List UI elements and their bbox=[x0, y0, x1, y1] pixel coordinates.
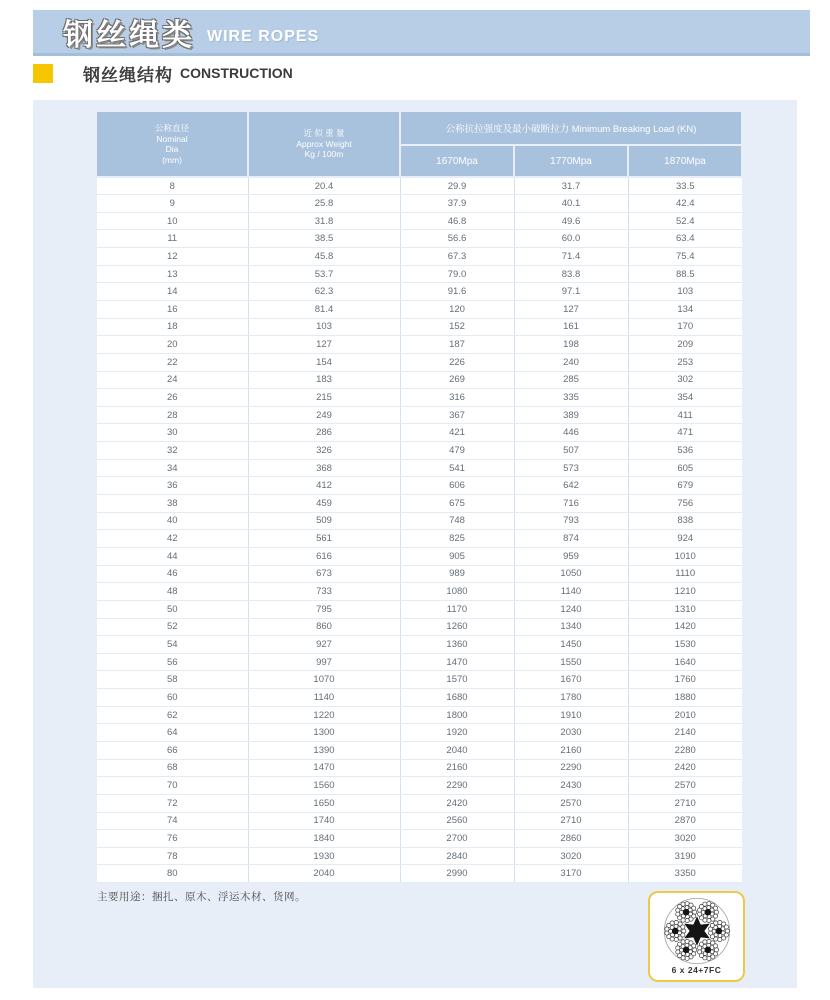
cell-mbl-1870: 2010 bbox=[628, 706, 742, 724]
cell-mbl-1770: 3170 bbox=[514, 865, 628, 883]
cell-mbl-1770: 573 bbox=[514, 459, 628, 477]
cell-mbl-1670: 541 bbox=[400, 459, 514, 477]
table-row bbox=[97, 424, 742, 442]
cell-diameter: 22 bbox=[97, 353, 248, 371]
page-title-en: WIRE ROPES bbox=[207, 27, 320, 45]
col-header-dia-en2: Dia bbox=[165, 144, 179, 154]
cell-diameter: 11 bbox=[97, 230, 248, 248]
cell-weight: 20.4 bbox=[248, 177, 400, 195]
cell-mbl-1870: 924 bbox=[628, 530, 742, 548]
cell-weight: 1650 bbox=[248, 794, 400, 812]
col-header-breaking-load: 公称抗拉强度及最小破断拉力 Minimum Breaking Load (KN) bbox=[400, 112, 742, 145]
cell-mbl-1670: 2700 bbox=[400, 830, 514, 848]
cell-mbl-1770: 2570 bbox=[514, 794, 628, 812]
col-header-weight-zh: 近 似 重 量 bbox=[303, 128, 345, 139]
cell-mbl-1770: 161 bbox=[514, 318, 628, 336]
cell-diameter: 20 bbox=[97, 336, 248, 354]
cell-mbl-1670: 1680 bbox=[400, 689, 514, 707]
cell-mbl-1870: 134 bbox=[628, 300, 742, 318]
cell-weight: 286 bbox=[248, 424, 400, 442]
table-row bbox=[97, 794, 742, 812]
cell-diameter: 54 bbox=[97, 636, 248, 654]
cell-mbl-1770: 31.7 bbox=[514, 177, 628, 195]
table-row bbox=[97, 389, 742, 407]
cell-weight: 249 bbox=[248, 406, 400, 424]
cell-mbl-1770: 1450 bbox=[514, 636, 628, 654]
col-header-dia-en1: Nominal bbox=[156, 133, 188, 144]
cell-diameter: 16 bbox=[97, 300, 248, 318]
cell-diameter: 28 bbox=[97, 406, 248, 424]
cell-mbl-1870: 2420 bbox=[628, 759, 742, 777]
table-row bbox=[97, 812, 742, 830]
cell-weight: 459 bbox=[248, 495, 400, 513]
section-header bbox=[33, 62, 293, 84]
cell-diameter: 78 bbox=[97, 847, 248, 865]
table-row bbox=[97, 459, 742, 477]
cell-mbl-1670: 675 bbox=[400, 495, 514, 513]
col-header-grade-1670: 1670Mpa bbox=[400, 145, 514, 177]
wire-rope-spec-table bbox=[97, 112, 743, 883]
cell-weight: 616 bbox=[248, 547, 400, 565]
cell-mbl-1670: 1800 bbox=[400, 706, 514, 724]
content-panel bbox=[33, 100, 797, 988]
table-body bbox=[97, 177, 742, 883]
table-row bbox=[97, 530, 742, 548]
cell-mbl-1670: 152 bbox=[400, 318, 514, 336]
cell-mbl-1670: 1470 bbox=[400, 653, 514, 671]
cell-mbl-1770: 1240 bbox=[514, 600, 628, 618]
cell-mbl-1870: 63.4 bbox=[628, 230, 742, 248]
cell-weight: 183 bbox=[248, 371, 400, 389]
table-row bbox=[97, 477, 742, 495]
cell-mbl-1870: 2280 bbox=[628, 742, 742, 760]
cell-weight: 1740 bbox=[248, 812, 400, 830]
cell-weight: 673 bbox=[248, 565, 400, 583]
page-header-banner bbox=[33, 10, 810, 56]
cell-mbl-1870: 1010 bbox=[628, 547, 742, 565]
cell-mbl-1870: 679 bbox=[628, 477, 742, 495]
col-header-approx-weight bbox=[248, 112, 400, 177]
table-row bbox=[97, 336, 742, 354]
cell-weight: 103 bbox=[248, 318, 400, 336]
cell-mbl-1670: 479 bbox=[400, 442, 514, 460]
cell-mbl-1670: 825 bbox=[400, 530, 514, 548]
table-row bbox=[97, 495, 742, 513]
cell-mbl-1870: 253 bbox=[628, 353, 742, 371]
cell-diameter: 68 bbox=[97, 759, 248, 777]
cell-mbl-1870: 1110 bbox=[628, 565, 742, 583]
cell-mbl-1670: 1360 bbox=[400, 636, 514, 654]
cell-weight: 154 bbox=[248, 353, 400, 371]
cell-weight: 38.5 bbox=[248, 230, 400, 248]
table-row bbox=[97, 353, 742, 371]
cell-mbl-1870: 1880 bbox=[628, 689, 742, 707]
cell-mbl-1770: 97.1 bbox=[514, 283, 628, 301]
cell-mbl-1670: 2290 bbox=[400, 777, 514, 795]
yellow-square-bullet-icon bbox=[33, 64, 53, 83]
cell-mbl-1670: 367 bbox=[400, 406, 514, 424]
cell-diameter: 46 bbox=[97, 565, 248, 583]
cell-mbl-1870: 838 bbox=[628, 512, 742, 530]
table-row bbox=[97, 759, 742, 777]
cell-diameter: 58 bbox=[97, 671, 248, 689]
cell-mbl-1770: 240 bbox=[514, 353, 628, 371]
cell-mbl-1670: 748 bbox=[400, 512, 514, 530]
cell-weight: 1070 bbox=[248, 671, 400, 689]
cell-mbl-1870: 170 bbox=[628, 318, 742, 336]
cell-mbl-1770: 1550 bbox=[514, 653, 628, 671]
cell-mbl-1870: 1420 bbox=[628, 618, 742, 636]
cell-mbl-1670: 1920 bbox=[400, 724, 514, 742]
cell-mbl-1670: 989 bbox=[400, 565, 514, 583]
cell-mbl-1770: 389 bbox=[514, 406, 628, 424]
cell-mbl-1870: 3350 bbox=[628, 865, 742, 883]
cell-mbl-1870: 471 bbox=[628, 424, 742, 442]
cell-mbl-1770: 60.0 bbox=[514, 230, 628, 248]
table-row bbox=[97, 830, 742, 848]
cell-mbl-1670: 56.6 bbox=[400, 230, 514, 248]
cell-mbl-1870: 536 bbox=[628, 442, 742, 460]
cell-mbl-1770: 2860 bbox=[514, 830, 628, 848]
cell-mbl-1770: 2030 bbox=[514, 724, 628, 742]
table-row bbox=[97, 442, 742, 460]
cell-weight: 733 bbox=[248, 583, 400, 601]
cell-mbl-1870: 88.5 bbox=[628, 265, 742, 283]
table-row bbox=[97, 671, 742, 689]
cell-mbl-1670: 29.9 bbox=[400, 177, 514, 195]
cell-mbl-1770: 2290 bbox=[514, 759, 628, 777]
cell-mbl-1770: 507 bbox=[514, 442, 628, 460]
col-header-weight-unit: Kg / 100m bbox=[304, 149, 344, 160]
cell-mbl-1870: 103 bbox=[628, 283, 742, 301]
cell-mbl-1670: 2840 bbox=[400, 847, 514, 865]
cell-mbl-1870: 42.4 bbox=[628, 195, 742, 213]
cell-diameter: 12 bbox=[97, 248, 248, 266]
cell-mbl-1670: 269 bbox=[400, 371, 514, 389]
table-row bbox=[97, 565, 742, 583]
cell-diameter: 66 bbox=[97, 742, 248, 760]
cell-weight: 62.3 bbox=[248, 283, 400, 301]
cell-mbl-1770: 1140 bbox=[514, 583, 628, 601]
table-row bbox=[97, 177, 742, 195]
cell-mbl-1870: 3020 bbox=[628, 830, 742, 848]
cell-diameter: 72 bbox=[97, 794, 248, 812]
cell-weight: 927 bbox=[248, 636, 400, 654]
cell-diameter: 13 bbox=[97, 265, 248, 283]
cell-weight: 326 bbox=[248, 442, 400, 460]
cell-weight: 997 bbox=[248, 653, 400, 671]
cell-weight: 45.8 bbox=[248, 248, 400, 266]
cell-mbl-1770: 1780 bbox=[514, 689, 628, 707]
cell-mbl-1670: 2160 bbox=[400, 759, 514, 777]
cell-diameter: 74 bbox=[97, 812, 248, 830]
cell-mbl-1770: 793 bbox=[514, 512, 628, 530]
table-row bbox=[97, 706, 742, 724]
cell-mbl-1670: 2420 bbox=[400, 794, 514, 812]
cell-mbl-1870: 756 bbox=[628, 495, 742, 513]
cell-diameter: 52 bbox=[97, 618, 248, 636]
cell-diameter: 14 bbox=[97, 283, 248, 301]
cell-weight: 1390 bbox=[248, 742, 400, 760]
cell-weight: 31.8 bbox=[248, 212, 400, 230]
cell-mbl-1670: 905 bbox=[400, 547, 514, 565]
cell-weight: 81.4 bbox=[248, 300, 400, 318]
table-row bbox=[97, 865, 742, 883]
cell-mbl-1770: 2710 bbox=[514, 812, 628, 830]
table-row bbox=[97, 636, 742, 654]
cell-weight: 1220 bbox=[248, 706, 400, 724]
cell-mbl-1770: 3020 bbox=[514, 847, 628, 865]
table-row bbox=[97, 212, 742, 230]
cell-diameter: 56 bbox=[97, 653, 248, 671]
cell-mbl-1770: 874 bbox=[514, 530, 628, 548]
cell-weight: 368 bbox=[248, 459, 400, 477]
cell-mbl-1870: 302 bbox=[628, 371, 742, 389]
cell-mbl-1670: 226 bbox=[400, 353, 514, 371]
cell-weight: 561 bbox=[248, 530, 400, 548]
cell-mbl-1870: 1760 bbox=[628, 671, 742, 689]
cell-diameter: 80 bbox=[97, 865, 248, 883]
cell-diameter: 24 bbox=[97, 371, 248, 389]
table-row bbox=[97, 406, 742, 424]
cell-mbl-1770: 959 bbox=[514, 547, 628, 565]
table-row bbox=[97, 318, 742, 336]
cell-diameter: 34 bbox=[97, 459, 248, 477]
cell-diameter: 10 bbox=[97, 212, 248, 230]
cell-diameter: 70 bbox=[97, 777, 248, 795]
table-row bbox=[97, 653, 742, 671]
cell-mbl-1770: 1050 bbox=[514, 565, 628, 583]
cell-mbl-1870: 2570 bbox=[628, 777, 742, 795]
cell-mbl-1770: 198 bbox=[514, 336, 628, 354]
usage-note: 主要用途：捆扎、原木、浮运木材、货网。 bbox=[97, 891, 306, 903]
cell-mbl-1770: 446 bbox=[514, 424, 628, 442]
col-header-dia-zh: 公称直径 bbox=[154, 123, 189, 133]
table-row bbox=[97, 742, 742, 760]
cell-mbl-1670: 606 bbox=[400, 477, 514, 495]
cell-mbl-1670: 79.0 bbox=[400, 265, 514, 283]
cell-diameter: 60 bbox=[97, 689, 248, 707]
cell-diameter: 26 bbox=[97, 389, 248, 407]
cell-weight: 215 bbox=[248, 389, 400, 407]
cell-mbl-1770: 71.4 bbox=[514, 248, 628, 266]
cell-mbl-1670: 91.6 bbox=[400, 283, 514, 301]
cell-mbl-1870: 2870 bbox=[628, 812, 742, 830]
cell-diameter: 8 bbox=[97, 177, 248, 195]
cell-mbl-1670: 46.8 bbox=[400, 212, 514, 230]
cell-diameter: 42 bbox=[97, 530, 248, 548]
cell-diameter: 32 bbox=[97, 442, 248, 460]
cell-weight: 795 bbox=[248, 600, 400, 618]
table-row bbox=[97, 230, 742, 248]
table-row bbox=[97, 583, 742, 601]
cell-mbl-1770: 2160 bbox=[514, 742, 628, 760]
cell-weight: 860 bbox=[248, 618, 400, 636]
cell-mbl-1870: 2710 bbox=[628, 794, 742, 812]
cell-mbl-1770: 83.8 bbox=[514, 265, 628, 283]
cell-diameter: 40 bbox=[97, 512, 248, 530]
cell-mbl-1670: 1080 bbox=[400, 583, 514, 601]
cell-diameter: 38 bbox=[97, 495, 248, 513]
cell-mbl-1670: 421 bbox=[400, 424, 514, 442]
cell-mbl-1770: 285 bbox=[514, 371, 628, 389]
cell-mbl-1670: 1570 bbox=[400, 671, 514, 689]
section-title-zh: 钢丝绳结构 bbox=[83, 65, 173, 85]
cell-diameter: 76 bbox=[97, 830, 248, 848]
cell-mbl-1670: 2990 bbox=[400, 865, 514, 883]
col-header-grade-1870: 1870Mpa bbox=[628, 145, 742, 177]
cell-mbl-1870: 3190 bbox=[628, 847, 742, 865]
cell-mbl-1870: 1640 bbox=[628, 653, 742, 671]
cell-mbl-1870: 33.5 bbox=[628, 177, 742, 195]
col-header-dia-unit: (mm) bbox=[162, 154, 182, 165]
table-row bbox=[97, 689, 742, 707]
cell-weight: 1560 bbox=[248, 777, 400, 795]
cell-weight: 25.8 bbox=[248, 195, 400, 213]
cell-mbl-1770: 127 bbox=[514, 300, 628, 318]
table-row bbox=[97, 547, 742, 565]
page-title-zh: 钢丝绳类 bbox=[63, 18, 195, 52]
cell-mbl-1770: 335 bbox=[514, 389, 628, 407]
rope-cross-section-box bbox=[648, 891, 745, 982]
table-row bbox=[97, 600, 742, 618]
cell-weight: 1300 bbox=[248, 724, 400, 742]
table-row bbox=[97, 512, 742, 530]
table-row bbox=[97, 371, 742, 389]
table-row bbox=[97, 195, 742, 213]
cell-mbl-1770: 2430 bbox=[514, 777, 628, 795]
cell-mbl-1870: 411 bbox=[628, 406, 742, 424]
table-row bbox=[97, 248, 742, 266]
col-header-nominal-diameter bbox=[97, 112, 248, 177]
cell-mbl-1770: 716 bbox=[514, 495, 628, 513]
cell-mbl-1870: 605 bbox=[628, 459, 742, 477]
table-row bbox=[97, 265, 742, 283]
cell-mbl-1670: 1260 bbox=[400, 618, 514, 636]
cell-mbl-1670: 37.9 bbox=[400, 195, 514, 213]
cell-diameter: 50 bbox=[97, 600, 248, 618]
cell-mbl-1870: 75.4 bbox=[628, 248, 742, 266]
cell-mbl-1770: 40.1 bbox=[514, 195, 628, 213]
table-row bbox=[97, 777, 742, 795]
cell-mbl-1870: 354 bbox=[628, 389, 742, 407]
cell-diameter: 48 bbox=[97, 583, 248, 601]
table-row bbox=[97, 618, 742, 636]
cell-weight: 1470 bbox=[248, 759, 400, 777]
cell-diameter: 62 bbox=[97, 706, 248, 724]
cell-diameter: 36 bbox=[97, 477, 248, 495]
cell-mbl-1870: 1210 bbox=[628, 583, 742, 601]
cell-mbl-1770: 1910 bbox=[514, 706, 628, 724]
cell-weight: 509 bbox=[248, 512, 400, 530]
table-row bbox=[97, 300, 742, 318]
table-row bbox=[97, 847, 742, 865]
cell-mbl-1670: 120 bbox=[400, 300, 514, 318]
table-row bbox=[97, 283, 742, 301]
cell-weight: 2040 bbox=[248, 865, 400, 883]
col-header-grade-1770: 1770Mpa bbox=[514, 145, 628, 177]
cell-diameter: 44 bbox=[97, 547, 248, 565]
cell-mbl-1670: 316 bbox=[400, 389, 514, 407]
cell-mbl-1670: 1170 bbox=[400, 600, 514, 618]
cell-diameter: 30 bbox=[97, 424, 248, 442]
rope-cross-section-diagram bbox=[658, 896, 736, 966]
cell-mbl-1670: 187 bbox=[400, 336, 514, 354]
section-title-en: CONSTRUCTION bbox=[180, 65, 293, 81]
table-row bbox=[97, 724, 742, 742]
cell-weight: 1840 bbox=[248, 830, 400, 848]
cell-weight: 1140 bbox=[248, 689, 400, 707]
cell-mbl-1870: 2140 bbox=[628, 724, 742, 742]
cell-mbl-1670: 2040 bbox=[400, 742, 514, 760]
cell-mbl-1870: 1310 bbox=[628, 600, 742, 618]
cell-mbl-1670: 2560 bbox=[400, 812, 514, 830]
cell-mbl-1770: 642 bbox=[514, 477, 628, 495]
cell-mbl-1770: 49.6 bbox=[514, 212, 628, 230]
cell-mbl-1770: 1670 bbox=[514, 671, 628, 689]
col-header-weight-en: Approx Weight bbox=[296, 138, 352, 149]
rope-construction-label: 6 x 24+7FC bbox=[671, 965, 722, 975]
cell-mbl-1770: 1340 bbox=[514, 618, 628, 636]
cell-diameter: 18 bbox=[97, 318, 248, 336]
cell-mbl-1870: 52.4 bbox=[628, 212, 742, 230]
cell-weight: 412 bbox=[248, 477, 400, 495]
cell-weight: 1930 bbox=[248, 847, 400, 865]
cell-weight: 127 bbox=[248, 336, 400, 354]
cell-mbl-1670: 67.3 bbox=[400, 248, 514, 266]
cell-mbl-1870: 1530 bbox=[628, 636, 742, 654]
cell-mbl-1870: 209 bbox=[628, 336, 742, 354]
cell-diameter: 9 bbox=[97, 195, 248, 213]
cell-diameter: 64 bbox=[97, 724, 248, 742]
cell-weight: 53.7 bbox=[248, 265, 400, 283]
